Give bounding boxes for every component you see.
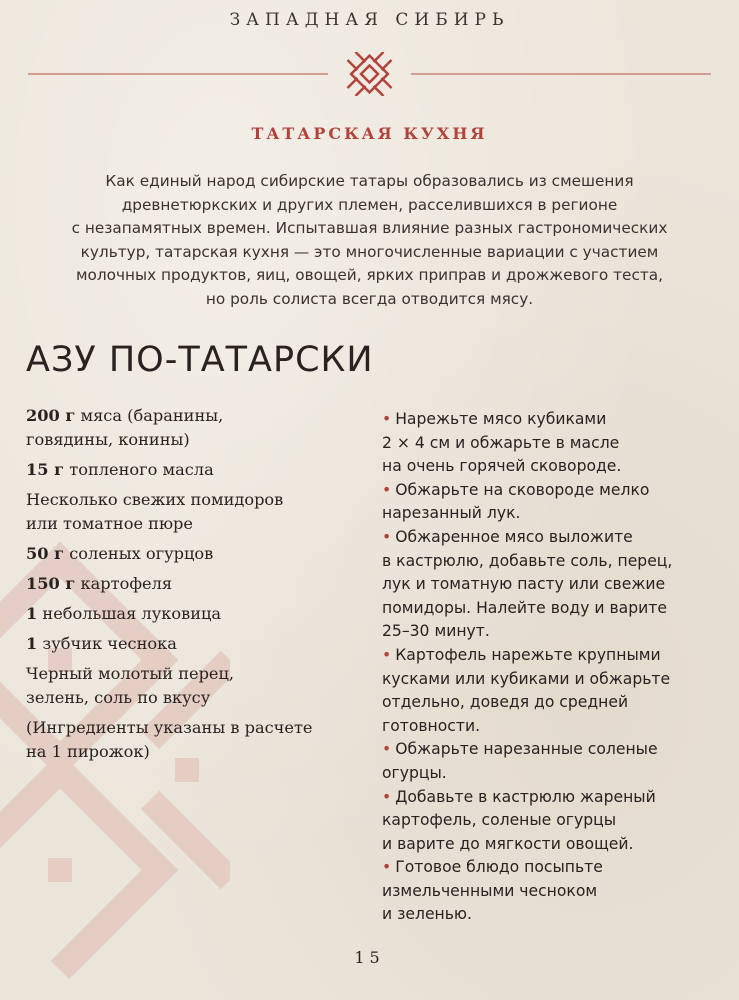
- ingredient-text: мяса (баранины,: [75, 406, 224, 425]
- step-text: Картофель нарежьте крупными: [395, 645, 661, 664]
- step-text: кусками или кубиками и обжарьте: [382, 669, 671, 688]
- step-text: Обжаренное мясо выложите: [395, 527, 633, 546]
- step-item: [382, 408, 722, 479]
- ingredient-item: [26, 602, 356, 626]
- ingredient-item: [26, 632, 356, 656]
- step-text: и варите до мягкости овощей.: [382, 834, 634, 853]
- step-text: на очень горячей сковороде.: [382, 457, 622, 476]
- ingredient-quantity: 1: [26, 604, 38, 623]
- step-item: [382, 856, 722, 927]
- ingredient-quantity: 150 г: [26, 574, 76, 593]
- ingredient-item: [26, 458, 356, 482]
- intro-paragraph: [60, 170, 679, 311]
- steps-list: [382, 408, 722, 927]
- intro-line: но роль солиста всегда отводится мясу.: [205, 289, 534, 308]
- header-divider: [28, 52, 711, 96]
- ingredient-item: [26, 488, 356, 536]
- ingredient-text: небольшая луковица: [37, 604, 222, 623]
- step-text: и зеленью.: [382, 905, 473, 924]
- step-text: Нарежьте мясо кубиками: [395, 410, 607, 428]
- step-text: отдельно, доведя до средней: [382, 693, 629, 712]
- ingredient-item: [26, 404, 356, 452]
- ingredient-text: или томатное пюре: [26, 514, 193, 533]
- intro-line: молочных продуктов, яиц, овощей, ярких приправ и дрожжевого теста,: [75, 266, 664, 284]
- ingredient-text: зелень, соль по вкусу: [26, 688, 211, 707]
- step-text: лук и томатную пасту или свежие: [382, 575, 666, 594]
- ingredient-text: топленого масла: [64, 460, 214, 479]
- ingredient-note: на 1 пирожок): [26, 742, 150, 761]
- step-text: Добавьте в кастрюлю жареный: [395, 787, 656, 806]
- recipe-title: АЗУ ПО-ТАТАРСКИ: [26, 340, 374, 380]
- bullet-icon: •: [382, 527, 392, 546]
- step-text: картофель, соленые огурцы: [382, 811, 617, 830]
- step-text: 25–30 минут.: [382, 622, 490, 641]
- step-text: Обжарьте на сковороде мелко: [395, 480, 650, 499]
- tatar-ornament-icon: [348, 52, 392, 96]
- bullet-icon: •: [382, 787, 392, 806]
- running-header: ЗАПАДНАЯ СИБИРЬ: [229, 10, 510, 30]
- step-text: измельченными чесноком: [382, 881, 598, 900]
- section-title: ТАТАРСКАЯ КУХНЯ: [251, 124, 488, 143]
- intro-line: Как единый народ сибирские татары образовались из смешения: [105, 172, 634, 190]
- ingredient-text: Черный молотый перец,: [26, 664, 235, 683]
- ingredient-text: говядины, конины): [26, 430, 190, 449]
- ingredient-text: Несколько свежих помидоров: [26, 490, 284, 509]
- step-item: [382, 738, 722, 785]
- page-number: 15: [354, 948, 385, 967]
- ingredient-item: [26, 542, 356, 566]
- ingredient-quantity: 200 г: [26, 406, 76, 425]
- ingredient-note: (Ингредиенты указаны в расчете: [26, 718, 313, 737]
- ingredient-item: [26, 572, 356, 596]
- step-item: [382, 786, 722, 857]
- bullet-icon: •: [382, 645, 392, 664]
- step-text: нарезанный лук.: [382, 504, 521, 523]
- ingredient-item: [26, 716, 356, 764]
- step-text: готовности.: [382, 716, 481, 735]
- ingredient-item: [26, 662, 356, 710]
- step-text: огурцы.: [382, 763, 447, 782]
- bullet-icon: •: [382, 858, 392, 877]
- ingredient-text: соленых огурцов: [64, 544, 214, 563]
- step-text: 2 × 4 см и обжарьте в масле: [382, 433, 620, 452]
- step-text: в кастрюлю, добавьте соль, перец,: [382, 551, 673, 570]
- step-text: Готовое блюдо посыпьте: [395, 858, 603, 877]
- step-item: [382, 644, 722, 738]
- step-item: [382, 526, 722, 644]
- step-item: [382, 479, 722, 526]
- bullet-icon: •: [382, 410, 392, 428]
- ingredient-quantity: 15 г: [26, 460, 65, 479]
- ingredient-quantity: 1: [26, 634, 38, 653]
- step-text: Обжарьте нарезанные соленые: [395, 740, 658, 759]
- intro-line: культур, татарская кухня — это многочисленные вариации с участием: [80, 242, 659, 261]
- step-text: помидоры. Налейте воду и варите: [382, 598, 667, 617]
- ingredient-text: картофеля: [75, 574, 173, 593]
- ingredients-list: [26, 404, 356, 770]
- ingredient-quantity: 50 г: [26, 544, 65, 563]
- ingredient-text: зубчик чеснока: [37, 634, 177, 653]
- intro-line: древнетюркских и других племен, расселившихся в регионе: [121, 195, 618, 214]
- intro-line: с незапамятных времен. Испытавшая влияние разных гастрономических: [71, 219, 668, 237]
- bullet-icon: •: [382, 480, 392, 499]
- bullet-icon: •: [382, 740, 392, 759]
